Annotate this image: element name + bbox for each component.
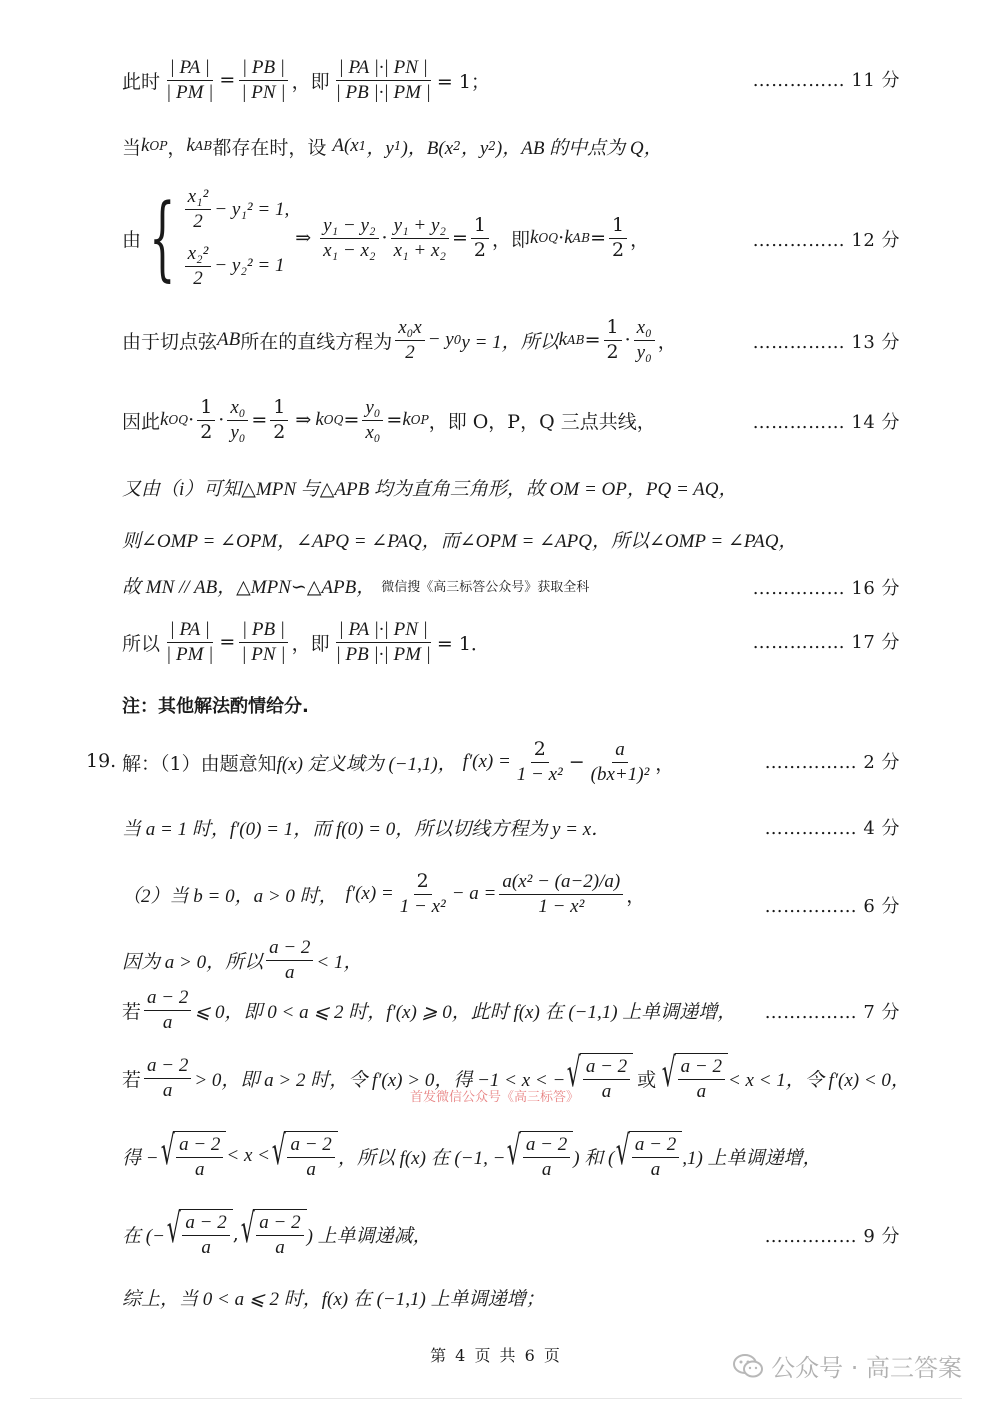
text: 由 <box>122 228 142 251</box>
text: = 1； <box>436 70 490 93</box>
score-13: …………… 13 分 <box>752 332 900 353</box>
score-4: …………… 4 分 <box>764 818 900 839</box>
divider <box>30 1398 962 1399</box>
brand-watermark <box>733 1348 962 1383</box>
score-16: …………… 16 分 <box>752 578 900 599</box>
text: 当 <box>122 136 142 159</box>
text: 所在的直线方程为 <box>240 330 393 353</box>
score-11: …………… 11 分 <box>752 70 900 91</box>
text: 由于切点弦 <box>122 330 218 353</box>
text: 又由（i）可知△MPN 与△APB 均为直角三角形，故 OM = OP，PQ = AQ， <box>122 478 738 500</box>
text: 所以 <box>122 632 161 655</box>
text: = 1． <box>436 632 490 655</box>
text: 解：（1）由题意知 <box>122 752 277 775</box>
score-9: …………… 9 分 <box>764 1226 900 1247</box>
text: ，y <box>460 137 489 159</box>
text: ，即 <box>291 632 330 655</box>
text: 则∠OMP = ∠OPM，∠APQ = ∠PAQ，而∠OPM = ∠APQ，所以∠OMP = ∠PAQ， <box>122 530 798 552</box>
text: 若 <box>122 1068 142 1091</box>
score-12: …………… 12 分 <box>752 230 900 251</box>
symbol-k: k <box>141 135 150 156</box>
question-number: 19. <box>86 750 117 772</box>
text: 因此 <box>122 410 161 433</box>
symbol-k: k <box>186 135 195 156</box>
subscript: AB <box>194 139 213 153</box>
implies-arrow: ⇒ <box>295 227 312 249</box>
fraction-pa-pm: $\frac{| PA |}{| PM |}$ <box>166 56 214 103</box>
score-17: …………… 17 分 <box>752 632 900 653</box>
equals: = <box>219 69 236 91</box>
text: ，y <box>366 137 394 159</box>
text: 因为 a > 0，所以 <box>122 951 264 973</box>
text: （2）当 b = 0，a > 0 时， <box>122 885 338 907</box>
score-2: …………… 2 分 <box>764 752 900 773</box>
text: )，AB 的中点为 Q， <box>495 137 663 159</box>
score-14: …………… 14 分 <box>752 412 900 433</box>
watermark-text: 首发微信公众号《高三标答》 <box>410 1090 580 1105</box>
fraction-dy-dx: $\frac{\text{y₁ − y₂}}{\text{x₁ − x₂}}$ <box>320 215 378 262</box>
text: )，B(x <box>401 137 454 159</box>
text: A(x <box>332 135 359 156</box>
text: ， <box>167 136 187 159</box>
text: ，即 O，P，Q 三点共线， <box>428 410 656 433</box>
wechat-icon <box>733 1353 763 1379</box>
score-7: …………… 7 分 <box>764 1002 900 1023</box>
page-number: 第 4 页 共 6 页 <box>430 1346 562 1365</box>
text: 综上，当 0 < a ⩽ 2 时，f(x) 在 (−1,1) 上单调递增； <box>122 1288 545 1310</box>
inline-promo-text: 微信搜《高三标答公众号》获取全科 <box>381 579 590 595</box>
brand-text: 公众号 · 高三答案 <box>771 1354 962 1382</box>
subscript: OP <box>149 139 168 153</box>
fraction-sum: $\frac{\text{y₁ + y₂}}{\text{x₁ + x₂}}$ <box>391 215 449 262</box>
text: f(x) 定义域为 (−1,1)， <box>276 753 457 775</box>
fraction-product: $\frac{| PA |\cdot| PN |}{| PB |\cdot| PM |}$ <box>335 56 431 103</box>
text: 若 <box>122 1000 142 1023</box>
text: 都存在时，设 <box>212 136 327 159</box>
equation-system: { $\frac{\text{x₁²}}{2}$ − y₁² = 1, $\frac{\text{x₂²}}{2}$ − y₂² = 1 <box>149 184 290 291</box>
fraction-pb-pn: $\frac{| PB |}{| PN |}$ <box>238 57 288 104</box>
text: ，即 <box>291 70 330 93</box>
text: 故 MN // AB，△MPN∽△APB， <box>122 576 376 598</box>
text: 当 a = 1 时，f′(0) = 1，而 f(0) = 0，所以切线方程为 y = x． <box>122 818 611 840</box>
text: ，即 <box>492 228 531 251</box>
score-6: …………… 6 分 <box>764 896 900 917</box>
text: 此时 <box>122 70 161 93</box>
